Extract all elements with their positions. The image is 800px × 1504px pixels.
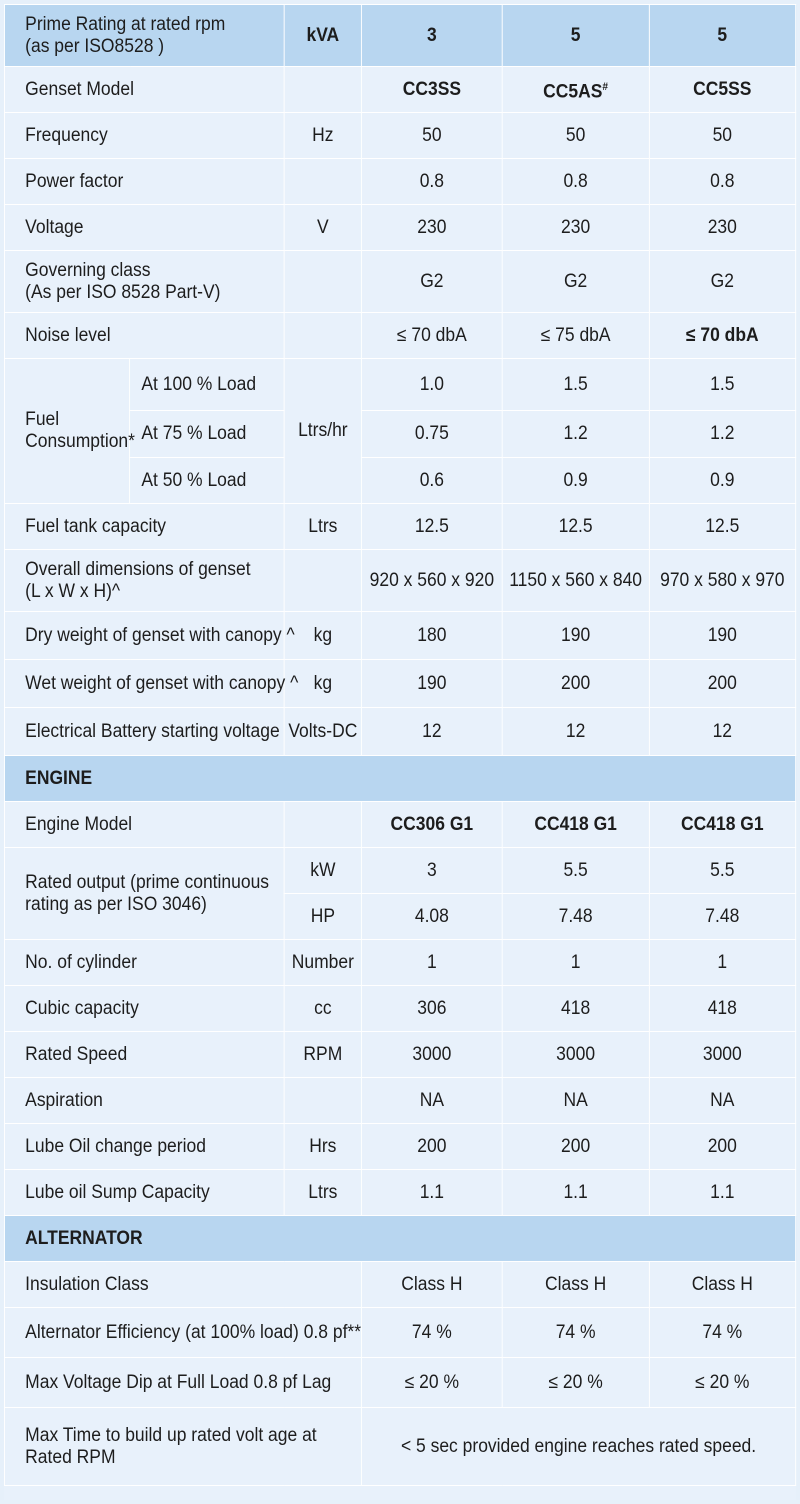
row-label: Rated Speed [4, 1032, 284, 1078]
cell: CC5SS [649, 67, 796, 113]
header-title: Prime Rating at rated rpm (as per ISO8528 ) [4, 5, 284, 67]
row-label: Engine Model [4, 802, 284, 848]
cell: 200 [649, 1124, 796, 1170]
row-unit: Number [284, 940, 361, 986]
cell: 190 [649, 612, 796, 660]
cell: 5.5 [502, 848, 649, 894]
fuel-unit: Ltrs/hr [284, 359, 361, 504]
cell: 0.8 [649, 159, 796, 205]
cell: 1.2 [649, 411, 796, 458]
table-row [4, 504, 795, 550]
row-label: Lube oil Sump Capacity [4, 1170, 284, 1216]
cell: 12 [502, 708, 649, 756]
row-unit [284, 159, 361, 205]
row-unit: kW [284, 848, 361, 894]
cell: NA [502, 1078, 649, 1124]
section-row-engine [4, 756, 795, 802]
row-unit: Hz [284, 113, 361, 159]
cell: 0.75 [361, 411, 502, 458]
cell: 7.48 [649, 894, 796, 940]
row-unit: kg [284, 612, 361, 660]
cell: 12.5 [649, 504, 796, 550]
table-row [4, 1124, 795, 1170]
header-col-1: 3 [361, 5, 502, 67]
header-col-3: 5 [649, 5, 796, 67]
cell: ≤ 20 % [502, 1358, 649, 1408]
cell: G2 [502, 251, 649, 313]
row-unit: RPM [284, 1032, 361, 1078]
cell: 1 [502, 940, 649, 986]
cell: 50 [502, 113, 649, 159]
load-label: At 100 % Load [130, 359, 284, 411]
row-label: No. of cylinder [4, 940, 284, 986]
cell: 200 [502, 660, 649, 708]
row-label: Lube Oil change period [4, 1124, 284, 1170]
table-row [4, 1262, 795, 1308]
table-row [4, 550, 795, 612]
table-row [4, 1358, 795, 1408]
cell: Class H [361, 1262, 502, 1308]
cell: 12 [361, 708, 502, 756]
cell: G2 [361, 251, 502, 313]
table-row [4, 205, 795, 251]
cell: ≤ 75 dbA [502, 313, 649, 359]
cell: 3 [361, 848, 502, 894]
row-unit: kg [284, 660, 361, 708]
table-row [4, 612, 795, 660]
cell: 1.1 [649, 1170, 796, 1216]
cell: 0.9 [502, 458, 649, 504]
row-label: Electrical Battery starting voltage [4, 708, 284, 756]
row-unit [284, 313, 361, 359]
row-label: Wet weight of genset with canopy ^ [4, 660, 284, 708]
cell: 50 [649, 113, 796, 159]
table-row [4, 159, 795, 205]
cell: 1150 x 560 x 840 [502, 550, 649, 612]
row-unit [284, 802, 361, 848]
cell: 1.1 [361, 1170, 502, 1216]
row-label: Insulation Class [4, 1262, 361, 1308]
row-unit: V [284, 205, 361, 251]
row-label: Max Voltage Dip at Full Load 0.8 pf Lag [4, 1358, 361, 1408]
row-label: Rated output (prime continuous rating as per ISO 3046) [4, 848, 284, 940]
row-label: Overall dimensions of genset (L x W x H)^ [4, 550, 284, 612]
cell: 1.5 [649, 359, 796, 411]
load-label: At 50 % Load [130, 458, 284, 504]
table-row [4, 359, 795, 411]
row-unit: cc [284, 986, 361, 1032]
table-row [4, 940, 795, 986]
spec-table-frame [4, 4, 796, 1500]
table-row [4, 1078, 795, 1124]
cell: ≤ 70 dbA [361, 313, 502, 359]
cell: NA [361, 1078, 502, 1124]
cell: 0.9 [649, 458, 796, 504]
row-label: Cubic capacity [4, 986, 284, 1032]
row-label: Aspiration [4, 1078, 284, 1124]
row-label: Fuel tank capacity [4, 504, 284, 550]
cell: 200 [502, 1124, 649, 1170]
section-title: ALTERNATOR [4, 1216, 795, 1262]
cell: 4.08 [361, 894, 502, 940]
cell: 190 [361, 660, 502, 708]
table-row [4, 848, 795, 894]
row-label: Max Time to build up rated volt age at Rated RPM [4, 1408, 361, 1486]
fuel-consumption-label: Fuel Consumption* [4, 359, 129, 504]
cell: 1.0 [361, 359, 502, 411]
cell: 74 % [361, 1308, 502, 1358]
cell: Class H [502, 1262, 649, 1308]
cell: 1.5 [502, 359, 649, 411]
cell: CC418 G1 [649, 802, 796, 848]
cell: 7.48 [502, 894, 649, 940]
row-label: Alternator Efficiency (at 100% load) 0.8 pf** [4, 1308, 361, 1358]
table-row [4, 802, 795, 848]
row-label: Dry weight of genset with canopy ^ [4, 612, 284, 660]
section-row-alternator [4, 1216, 795, 1262]
row-label: Voltage [4, 205, 284, 251]
cell: 12 [649, 708, 796, 756]
row-label: Governing class (As per ISO 8528 Part-V) [4, 251, 284, 313]
section-title: ENGINE [4, 756, 795, 802]
table-row [4, 660, 795, 708]
cell: < 5 sec provided engine reaches rated speed. [361, 1408, 795, 1486]
table-row [4, 708, 795, 756]
row-label: Genset Model [4, 67, 284, 113]
cell: 1 [361, 940, 502, 986]
cell: 74 % [502, 1308, 649, 1358]
cell: 12.5 [502, 504, 649, 550]
cell: 5.5 [649, 848, 796, 894]
table-row [4, 1032, 795, 1078]
row-unit: Ltrs [284, 1170, 361, 1216]
cell: 200 [361, 1124, 502, 1170]
cell: 190 [502, 612, 649, 660]
cell: 418 [649, 986, 796, 1032]
cell: 230 [502, 205, 649, 251]
cell: 3000 [649, 1032, 796, 1078]
cell: 1.1 [502, 1170, 649, 1216]
row-unit: HP [284, 894, 361, 940]
header-row [4, 5, 795, 67]
cell: 1.2 [502, 411, 649, 458]
cell: 0.8 [502, 159, 649, 205]
table-row [4, 986, 795, 1032]
cell: G2 [649, 251, 796, 313]
cell: 306 [361, 986, 502, 1032]
cell-model-cc5as [502, 67, 649, 113]
table-row [4, 313, 795, 359]
cell: 0.6 [361, 458, 502, 504]
cell: CC418 G1 [502, 802, 649, 848]
cell: ≤ 20 % [361, 1358, 502, 1408]
cell: ≤ 20 % [649, 1358, 796, 1408]
row-unit: Volts-DC [284, 708, 361, 756]
cell: 230 [361, 205, 502, 251]
header-unit: kVA [284, 5, 361, 67]
cell: 74 % [649, 1308, 796, 1358]
table-row [4, 113, 795, 159]
header-col-2: 5 [502, 5, 649, 67]
cell: 180 [361, 612, 502, 660]
load-label: At 75 % Load [130, 411, 284, 458]
row-unit: Ltrs [284, 504, 361, 550]
row-label: Frequency [4, 113, 284, 159]
cell-text: CC5AS [543, 81, 603, 103]
table-row [4, 1170, 795, 1216]
row-label: Power factor [4, 159, 284, 205]
cell: 3000 [502, 1032, 649, 1078]
row-label: Noise level [4, 313, 284, 359]
table-row [4, 251, 795, 313]
cell: Class H [649, 1262, 796, 1308]
cell: 418 [502, 986, 649, 1032]
cell: 0.8 [361, 159, 502, 205]
row-unit [284, 251, 361, 313]
cell: NA [649, 1078, 796, 1124]
cell: 50 [361, 113, 502, 159]
cell: 230 [649, 205, 796, 251]
genset-spec-table [4, 4, 796, 1486]
cell: CC3SS [361, 67, 502, 113]
row-unit [284, 1078, 361, 1124]
cell: 12.5 [361, 504, 502, 550]
row-unit [284, 67, 361, 113]
table-row [4, 67, 795, 113]
cell: 200 [649, 660, 796, 708]
cell: 3000 [361, 1032, 502, 1078]
table-row [4, 1408, 795, 1486]
footnote-mark: # [602, 80, 609, 93]
row-unit [284, 550, 361, 612]
cell: 920 x 560 x 920 [361, 550, 502, 612]
row-unit: Hrs [284, 1124, 361, 1170]
cell: 1 [649, 940, 796, 986]
cell: ≤ 70 dbA [649, 313, 796, 359]
table-row [4, 1308, 795, 1358]
cell: CC306 G1 [361, 802, 502, 848]
cell: 970 x 580 x 970 [649, 550, 796, 612]
